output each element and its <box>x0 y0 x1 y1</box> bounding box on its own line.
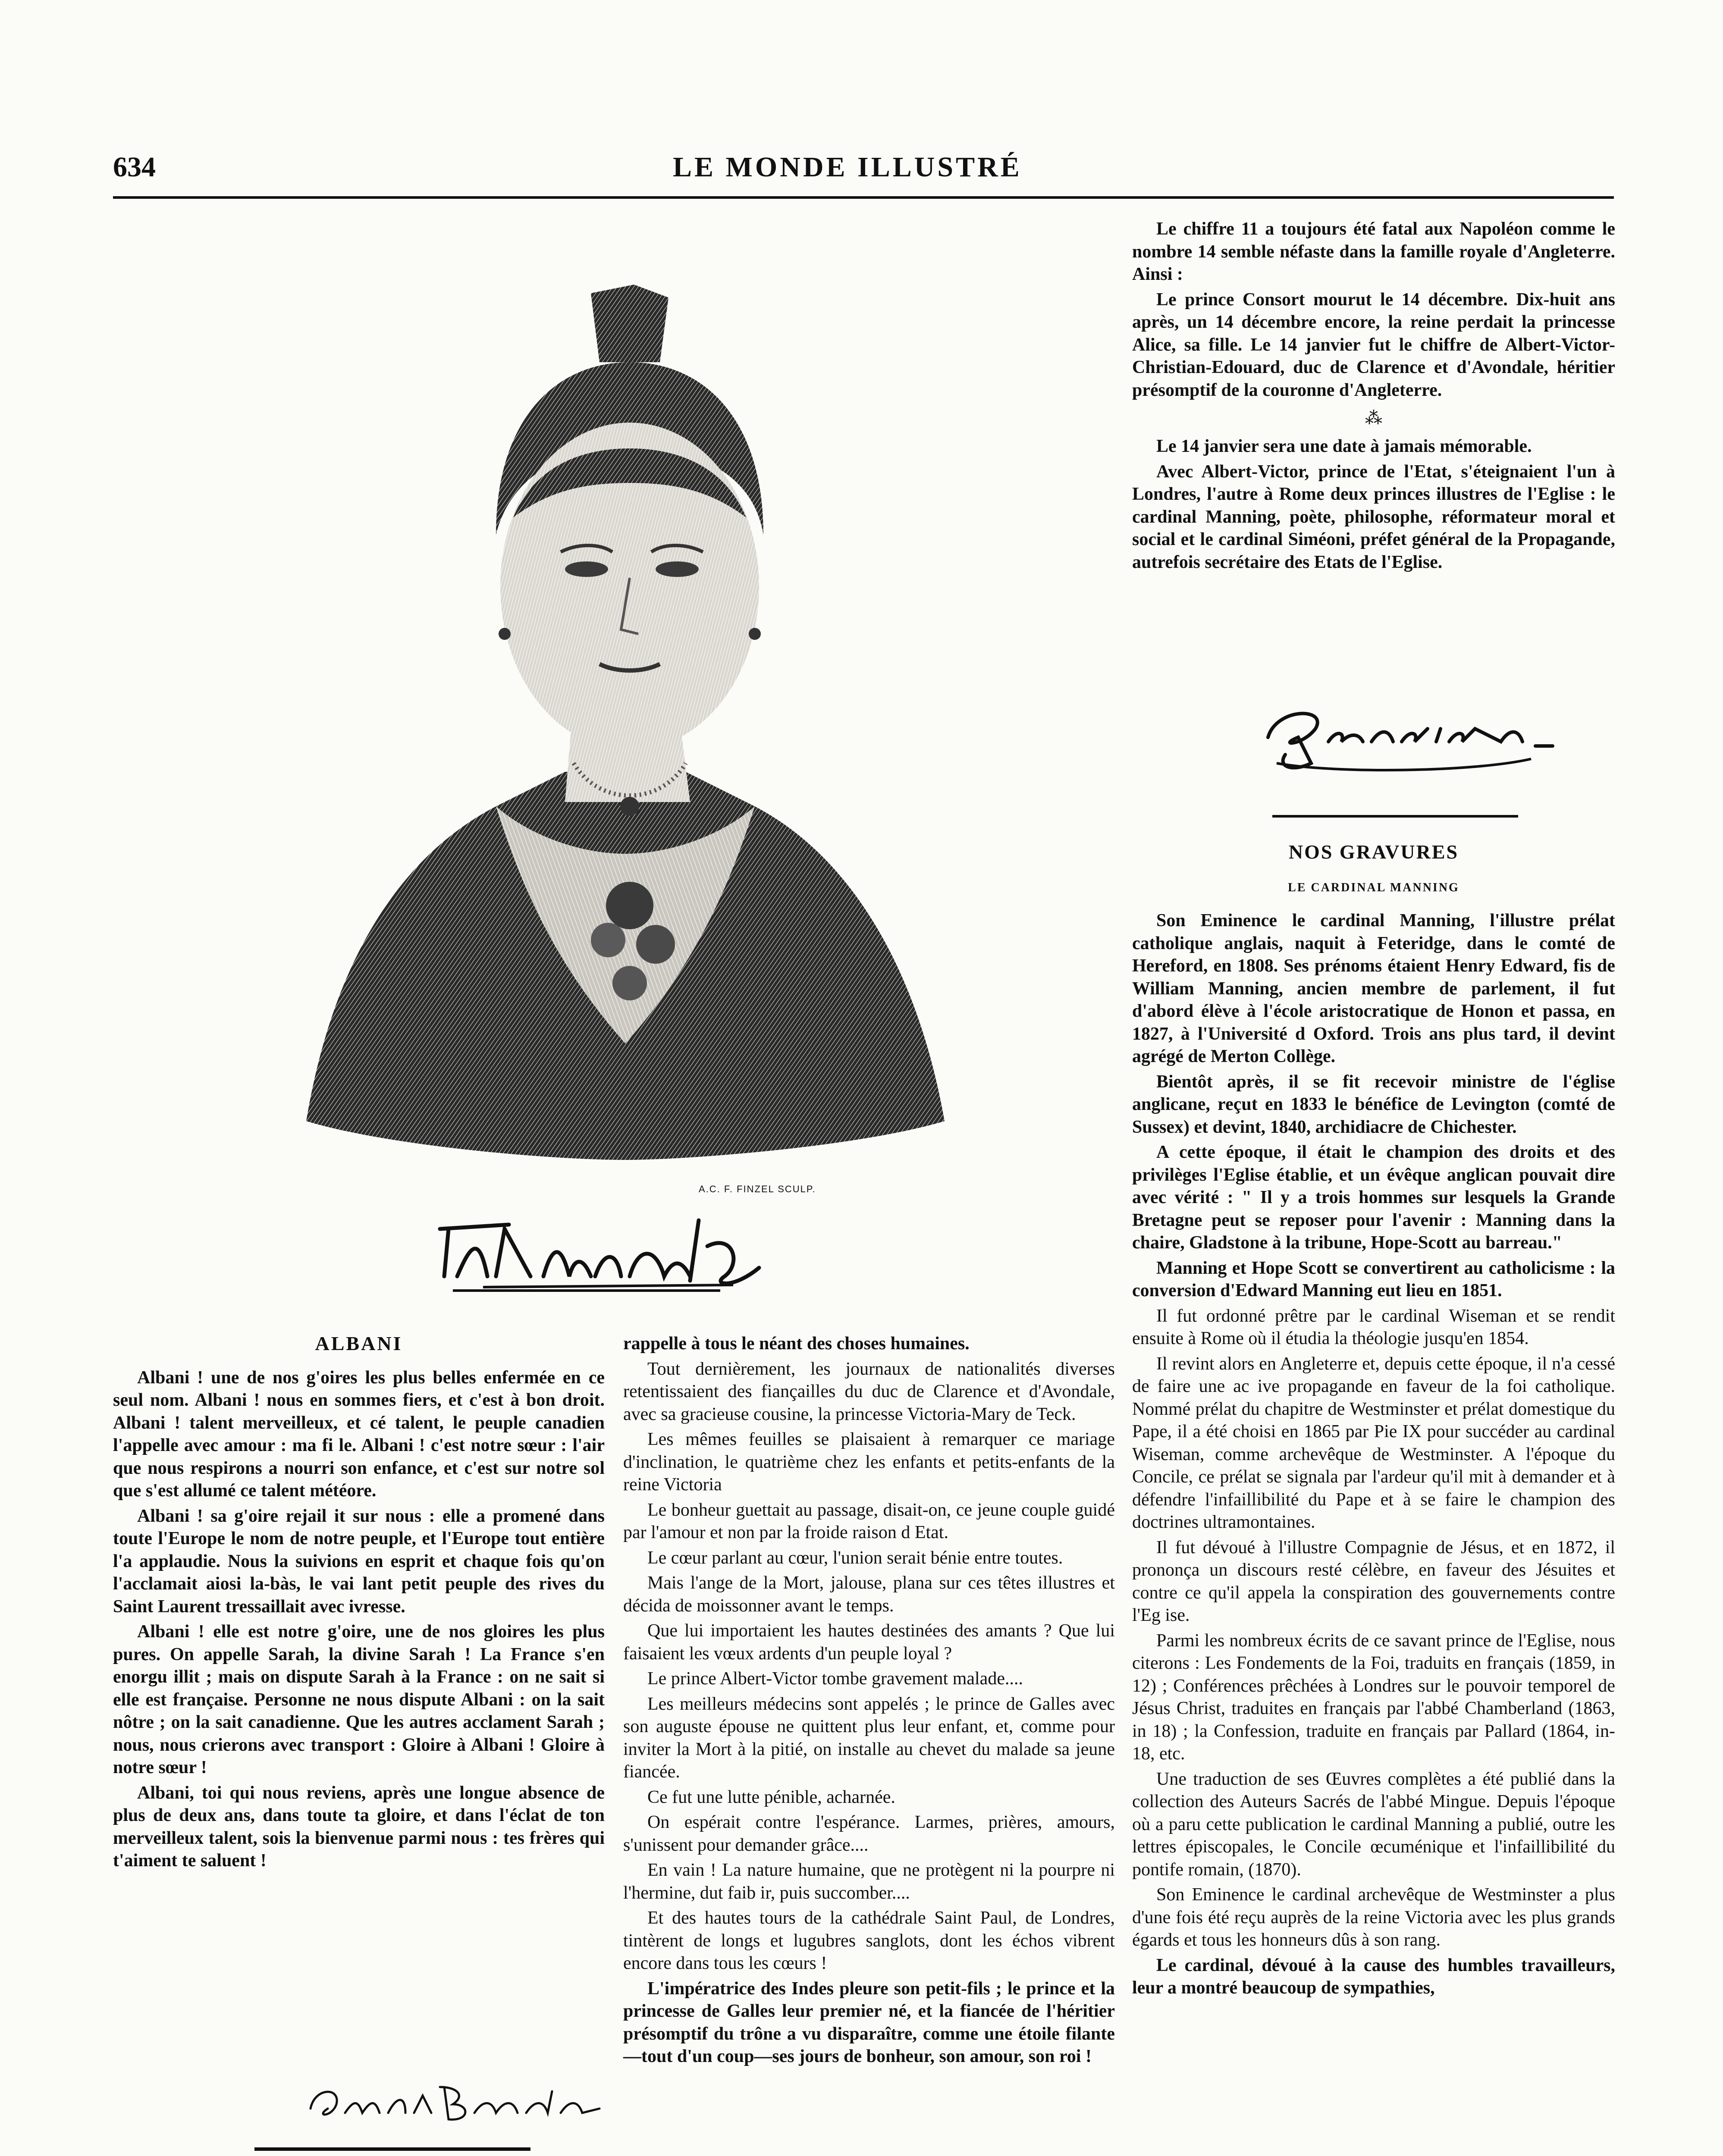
chronique-paragraph: Tout dernièrement, les journaux de nationalités diverses retentissaient des fiançailles du duc de Clarence et d'Avondale, avec sa gracieuse cousine, la princesse Victoria-Mary de Teck. <box>623 1359 1115 1424</box>
albani-paragraph: Albani ! une de nos g'oires les plus belles enfermée en ce seul nom. Albani ! nous en sommes fiers, et c'est à bon droit. Albani ! talent merveilleux, et cé talent, le peuple canadien l'appelle avec amour : ma fi le. Albani ! c'est notre sœur : l'air que nous respirons a nourri son enfance, et c'est sur notre sol que s'est allumé ce talent météore. <box>113 1367 605 1501</box>
chronique-paragraph: Le cœur parlant au cœur, l'union serait bénie entre toutes. <box>647 1548 1063 1568</box>
publication-title: LE MONDE ILLUSTRÉ <box>673 151 1022 183</box>
albani-paragraph: Albani ! sa g'oire rejail it sur nous : elle a promené dans toute l'Europe le nom de notre peuple, et l'Europe tout entière l'a applaudie. Nous la suivions en esprit et chaque fois qu'on l'acclamait aiosi la-bàs, le vai lant petit peuple des rives du Saint Laurent tressaillait avec ivresse. <box>113 1506 605 1617</box>
chronique-paragraph: Les meilleurs médecins sont appelés ; le prince de Galles avec son auguste épouse ne quittent plus leur enfant, et, comme pour inviter la Mort à la pitié, on installe au chevet du malade sa jeune fiancée. <box>623 1694 1115 1782</box>
gravures-paragraph: Son Eminence le cardinal archevêque de Westminster a plus d'une fois été reçu auprès de la reine Victoria avec les plus grands égards et tous les honneurs dûs à son rang. <box>1132 1885 1615 1950</box>
chronique-paragraph: Avec Albert-Victor, prince de l'Etat, s'éteignaient l'un à Londres, l'autre à Rome deux princes illustres de l'Eglise : le cardinal Manning, poète, philosophe, réformateur moral et social et le cardinal Siméoni, préfet général de la Propagande, autrefois secrétaire des Etats de l'Eglise. <box>1132 461 1615 572</box>
page-number: 634 <box>113 151 156 183</box>
chronique-paragraph: On espérait contre l'espérance. Larmes, prières, amours, s'unissent pour demander grâce.... <box>623 1812 1115 1855</box>
gravures-heading: NOS GRAVURES <box>1288 841 1459 863</box>
gravures-subheading: LE CARDINAL MANNING <box>1288 881 1459 894</box>
chronique-paragraph: rappelle à tous le néant des choses humaines. <box>623 1334 970 1354</box>
albani-heading: ALBANI <box>315 1332 403 1354</box>
gravures-paragraph: Parmi les nombreux écrits de ce savant prince de l'Eglise, nous citerons : Les Fondements de la Foi, traduits en français (1859, in 12) ; Conférences prêchées à Londres sur le pouvoir temporel de Jésus Christ, traduites en français par l'abbé Chamberland (1863, in 18) ; la Confession, traduite en français par Pallard (1864, in-18, etc. <box>1132 1630 1615 1764</box>
gravures-paragraph: Une traduction de ses Œuvres complètes a été publié dans la collection des Auteurs Sacrés de l'abbé Mingue. Depuis l'époque où a paru cette publication le cardinal Manning a publié, outre les lettres épiscopales, le Concile œcuménique et l'infaillibilité du pontife romain, (1870). <box>1132 1769 1615 1880</box>
gravures-paragraph: A cette époque, il était le champion des droits et des privilèges l'Eglise établie, et un évêque anglican pouvait dire avec vérité : " Il y a trois hommes sur lesquels la Grande Bretagne peut se reposer pour l'avenir : Manning dans la chaire, Gladstone à la tribune, Hope-Scott au barreau." <box>1132 1142 1615 1253</box>
albani-signature-icon <box>431 1194 819 1294</box>
gravures-paragraph: Bientôt après, il se fit recevoir ministre de l'église anglicane, reçut en 1833 le bénéfice de Levington (comté de Sussex) et devint, 1840, archidiacre de Chichester. <box>1132 1072 1615 1137</box>
chronique-paragraph: En vain ! La nature humaine, que ne protègent ni la pourpre ni l'hermine, dut faib ir, puis succomber.... <box>623 1860 1115 1903</box>
genevieve-signature-icon <box>1251 699 1596 776</box>
chronique-paragraph: L'impératrice des Indes pleure son petit-fils ; le prince et la princesse de Galles leur premier né, et la fiancée de l'héritier présomptif du trône a vu disparaître, comme une étoile filante—tout d'un coup—ses jours de bonheur, son amour, son roi ! <box>623 1978 1115 2066</box>
header-rule <box>113 196 1614 199</box>
chronique-paragraph: Le chiffre 11 a toujours été fatal aux Napoléon comme le nombre 14 semble néfaste dans la famille royale d'Angleterre. Ainsi : <box>1132 219 1615 284</box>
column-3-gravures <box>1132 841 1615 2002</box>
gravures-paragraph: Il revint alors en Angleterre et, depuis cette époque, il n'a cessé de faire une ac ive propagande en faveur de la foi catholique. Nommé prélat du chapitre de Westminster et prélat domestique du Pape, il a été choisi en 1865 par Pie IX pour succéder au cardinal Wiseman, comme archevêque de Westminster. A l'époque du Concile, ce prélat se signala par l'ardeur qu'il mit à demander et à défendre l'infaillibilité du Pape et à se faire le champion des doctrines ultramontaines. <box>1132 1354 1615 1532</box>
gravures-paragraph: Il fut ordonné prêtre par le cardinal Wiseman et se rendit ensuite à Rome où il étudia la théologie jusqu'en 1854. <box>1132 1306 1615 1348</box>
albani-paragraph: Albani ! elle est notre g'oire, une de nos gloires les plus pures. On appelle Sarah, la divine Sarah ! La France s'en enorgu illit ; mais on dispute Sarah à la France : on ne sait si elle est française. Personne ne nous dispute Albani : on la sait nôtre ; on la sait canadienne. Que les autres acclament Sarah ; nous, nous crierons avec transport : Gloire à Albani ! Gloire à notre sœur ! <box>113 1622 605 1777</box>
chronique-paragraph: Le 14 janvier sera une date à jamais mémorable. <box>1156 436 1532 456</box>
chronique-paragraph: Le prince Consort mourut le 14 décembre. Dix-huit ans après, un 14 décembre encore, la reine perdait la princesse Alice, sa fille. Le 14 janvier fut le chiffre de Albert-Victor-Christian-Edouard, duc de Clarence et d'Avondale, héritier présomptif de la couronne d'Angleterre. <box>1132 289 1615 400</box>
albani-paragraph: Albani, toi qui nous reviens, après une longue absence de plus de deux ans, dans toute ta gloire, et dans l'éclat de ton merveilleux talent, sois la bienvenue parmi nous : tes frères qui t'aiment te saluent ! <box>113 1783 605 1871</box>
gravures-paragraph: Il fut dévoué à l'illustre Compagnie de Jésus, et en 1872, il prononça un discours resté célèbre, en faveur des Jésuites et contre ce qu'il appela la conspiration des gouvernements contre l'Eg ise. <box>1132 1537 1615 1625</box>
column-2 <box>623 1332 1115 2071</box>
chronique-paragraph: Le prince Albert-Victor tombe gravement malade.... <box>647 1669 1023 1689</box>
gravures-paragraph: Le cardinal, dévoué à la cause des humbles travailleurs, leur a montré beaucoup de sympathies, <box>1132 1955 1615 1998</box>
asterism: ⁂ <box>1365 408 1382 428</box>
engraved-portrait-of-woman-icon <box>254 233 988 1181</box>
chronique-paragraph: Les mêmes feuilles se plaisaient à remarquer ce mariage d'inclination, le quatrième chez les enfants et petits-enfants de la reine Victoria <box>623 1429 1115 1495</box>
engraver-credit: A.C. F. FINZEL SCULP. <box>699 1184 816 1194</box>
column-1 <box>113 1332 605 1875</box>
chronique-paragraph: Que lui importaient les hautes destinées des amants ? Que lui faisaient les vœux ardents d'un peuple loyal ? <box>623 1621 1115 1664</box>
gravures-paragraph: Manning et Hope Scott se convertirent au catholicisme : la conversion d'Edward Manning eut lieu en 1851. <box>1132 1258 1615 1300</box>
germain-beaulieu-signature-icon <box>302 2078 604 2130</box>
chronique-paragraph: Le bonheur guettait au passage, disait-on, ce jeune couple guidé par l'amour et non par la froide raison d Etat. <box>623 1500 1115 1542</box>
portrait-rule <box>453 1289 720 1292</box>
chronique-paragraph: Et des hautes tours de la cathédrale Saint Paul, de Londres, tintèrent de longs et lugubres sanglots, dont les échos vibrent encore dans tous les cœurs ! <box>623 1908 1115 1973</box>
chronique-paragraph: Mais l'ange de la Mort, jalouse, plana sur ces têtes illustres et décida de moissonner avant le temps. <box>623 1573 1115 1616</box>
column-3-chronique <box>1132 218 1615 576</box>
gravures-paragraph: Son Eminence le cardinal Manning, l'illustre prélat catholique anglais, naquit à Feteridge, dans le comté de Hereford, en 1808. Ses prénoms étaient Henry Edward, fis de William Manning, ancien membre de parlement, il fut d'abord élève à l'école aristocratique de Honon et passa, en 1827, à l'Université d Oxford. Trois ans plus tard, il devint agrégé de Merton Collège. <box>1132 911 1615 1066</box>
section-rule <box>1272 815 1518 818</box>
chronique-paragraph: Ce fut une lutte pénible, acharnée. <box>647 1787 895 1807</box>
section-rule <box>254 2147 530 2151</box>
